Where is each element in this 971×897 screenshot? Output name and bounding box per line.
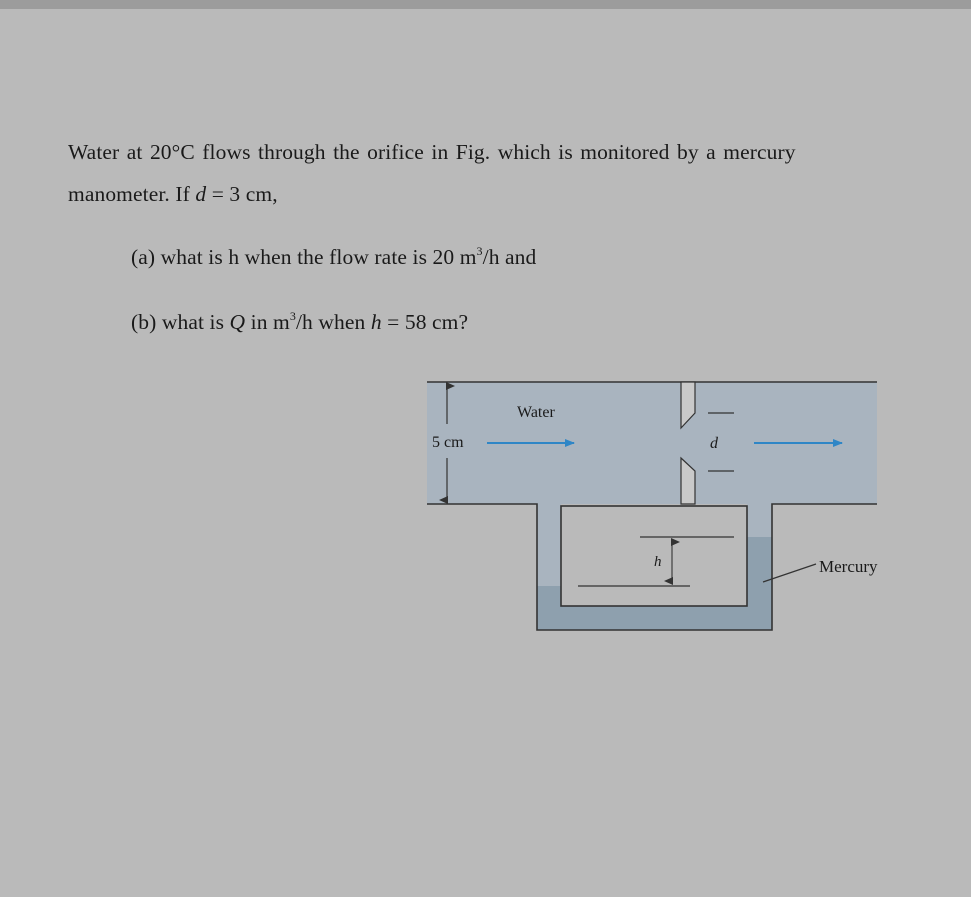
label-water: Water bbox=[517, 404, 555, 421]
variable-h: h bbox=[370, 310, 382, 334]
label-d: d bbox=[710, 435, 718, 452]
variable-q: Q bbox=[229, 310, 246, 334]
label-h: h bbox=[654, 554, 662, 570]
part-b-suffix: = 58 cm? bbox=[381, 310, 469, 334]
manometer-left-leg-water bbox=[537, 504, 561, 586]
problem-text-2-suffix: = 3 cm, bbox=[206, 182, 278, 206]
variable-d: d bbox=[195, 182, 207, 206]
part-a-prefix: (a) what is h when the flow rate is 20 m bbox=[131, 245, 477, 269]
problem-text-2-prefix: manometer. If bbox=[68, 182, 196, 206]
part-a-superscript: 3 bbox=[476, 244, 483, 258]
part-b-mid2: /h when bbox=[295, 310, 371, 334]
mercury-bottom bbox=[537, 606, 772, 630]
part-b-mid: in m bbox=[245, 310, 290, 334]
label-mercury: Mercury bbox=[819, 557, 878, 576]
part-a-suffix: /h and bbox=[482, 245, 537, 269]
manometer-right-leg-water bbox=[747, 504, 772, 537]
problem-text-1: Water at 20°C flows through the orifice in Fig. which is monitored by a mercury bbox=[68, 140, 796, 164]
label-diameter: 5 cm bbox=[432, 434, 464, 451]
part-b-superscript: 3 bbox=[289, 309, 296, 323]
part-b-prefix: (b) what is bbox=[131, 310, 230, 334]
